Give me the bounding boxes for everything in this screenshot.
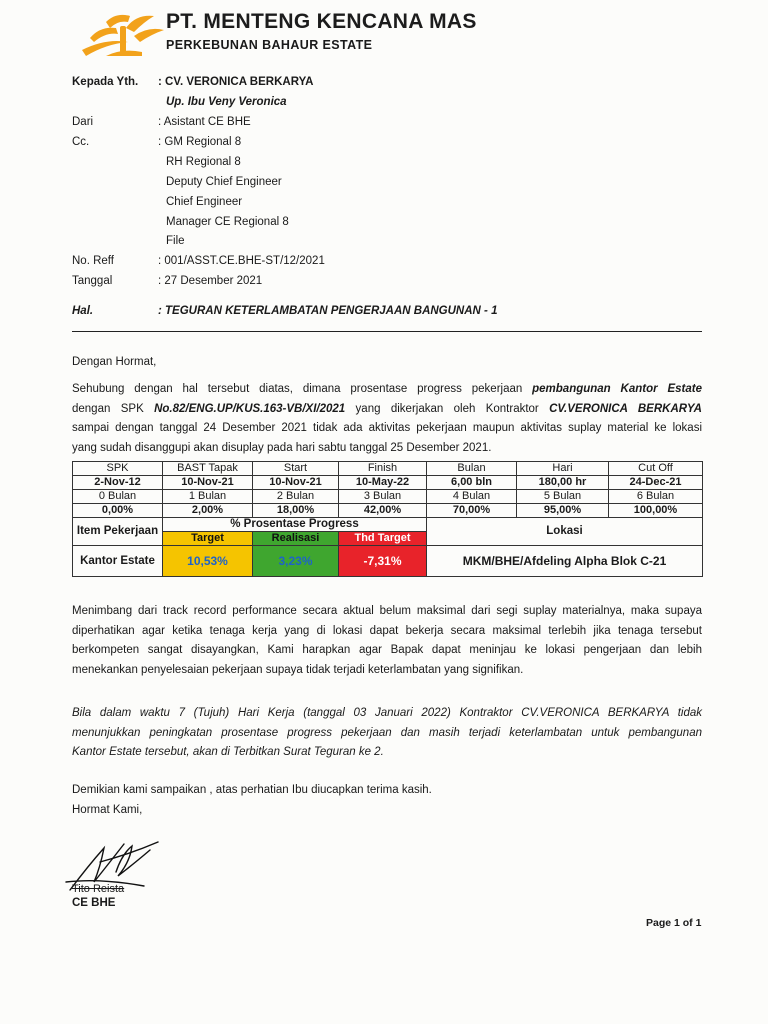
table-cell: 95,00%: [517, 504, 609, 518]
table-cell: 6 Bulan: [609, 490, 703, 504]
text-line: Bila dalam waktu 7 (Tujuh) Hari Kerja (tanggal 03 Januari 2022) Kontraktor CV.VERONICA BERKARYA tidak: [72, 707, 702, 719]
table-cell: 70,00%: [427, 504, 517, 518]
text-line: menunjukkan peningkatan prosentase progress pekerjaan dan masih terjadi keterlambatan untuk pembangunan: [72, 726, 702, 739]
text-line: menekankan penyelesaian pekerjaan supaya tidak terjadi keterlambatan yang signifikan.: [72, 663, 524, 676]
realization-header: Realisasi: [253, 532, 339, 546]
date-label: Tanggal: [72, 275, 113, 287]
signatory-name: Tito Reista: [72, 883, 125, 895]
table-cell: Cut Off: [609, 462, 703, 476]
subject-label: Hal.: [72, 305, 94, 317]
progress-table: [72, 461, 703, 577]
text-line: diperhatikan agar ketika tenaga kerja yang di lokasi dapat bekerja secara maksimal terlebih jika tenaga tersebut: [72, 624, 702, 637]
table-cell: 18,00%: [253, 504, 339, 518]
project-name: pembangunan Kantor Estate: [532, 383, 702, 395]
table-cell: 1 Bulan: [163, 490, 253, 504]
text-line: berkompeten sangat disayangkan, Kami harapkan agar Bapak dapat meninjau ke lokasi pengerjaan dan lebih: [72, 644, 702, 656]
sender-value: : Asistant CE BHE: [158, 116, 251, 128]
item-header: Item Pekerjaan: [73, 518, 163, 546]
table-cell: 10-Nov-21: [163, 476, 253, 490]
table-cell: 0 Bulan: [73, 490, 163, 504]
header-divider: [72, 331, 702, 332]
table-cell: SPK: [73, 462, 163, 476]
table-cell: 2,00%: [163, 504, 253, 518]
table-cell: 0,00%: [73, 504, 163, 518]
estate-name: PERKEBUNAN BAHAUR ESTATE: [166, 38, 373, 52]
reference-value: : 001/ASST.CE.BHE-ST/12/2021: [158, 255, 325, 267]
table-cell: 3 Bulan: [339, 490, 427, 504]
page-number: Page 1 of 1: [646, 917, 702, 929]
cc-item: : GM Regional 8: [158, 136, 242, 148]
regards-text: Hormat Kami,: [72, 804, 143, 816]
signatory-title: CE BHE: [72, 897, 116, 909]
company-name: PT. MENTENG KENCANA MAS: [166, 10, 477, 33]
vs-target-header: Thd Target: [339, 532, 427, 546]
text-run: dengan SPK: [72, 402, 155, 415]
date-value: : 27 Desember 2021: [158, 275, 263, 287]
location-header: Lokasi: [427, 518, 703, 546]
table-cell: Finish: [339, 462, 427, 476]
table-cell: Bulan: [427, 462, 517, 476]
table-row: [73, 462, 703, 476]
table-cell: 100,00%: [609, 504, 703, 518]
table-cell: 6,00 bln: [427, 476, 517, 490]
subject-value: : TEGURAN KETERLAMBATAN PENGERJAAN BANGUNAN - 1: [158, 305, 498, 317]
table-cell: 10-Nov-21: [253, 476, 339, 490]
realization-value: 3,23%: [253, 546, 339, 577]
reference-label: No. Reff: [72, 255, 114, 267]
cc-item: Deputy Chief Engineer: [166, 176, 282, 188]
table-cell: 2-Nov-12: [73, 476, 163, 490]
text-line: sampai dengan tanggal 24 Desember 2021 tidak ada aktivitas pekerjaan maupun aktivitas suplay material ke lokasi: [72, 422, 702, 434]
table-cell: 180,00 hr: [517, 476, 609, 490]
greeting: Dengan Hormat,: [72, 356, 157, 368]
item-value: Kantor Estate: [73, 546, 163, 577]
cc-item: RH Regional 8: [166, 156, 241, 168]
contractor-name: CV.VERONICA BERKARYA: [549, 402, 702, 415]
table-cell: 42,00%: [339, 504, 427, 518]
target-value: 10,53%: [163, 546, 253, 577]
paragraph-warning: [72, 704, 702, 763]
vs-target-value: -7,31%: [339, 546, 427, 577]
table-cell: 24-Dec-21: [609, 476, 703, 490]
attention-value: Up. Ibu Veny Veronica: [166, 96, 287, 108]
company-logo: [76, 8, 166, 64]
paragraph-consideration: [72, 602, 702, 680]
target-header: Target: [163, 532, 253, 546]
cc-item: Manager CE Regional 8: [166, 216, 289, 228]
spk-number: No.82/ENG.UP/KUS.163-VB/XI/2021: [154, 402, 346, 415]
paragraph-intro: [72, 380, 702, 458]
progress-header: % Prosentase Progress: [163, 518, 427, 532]
cc-label: Cc.: [72, 136, 90, 148]
text-line: Menimbang dari track record performance secara aktual belum maksimal dari segi suplay materialnya, maka supaya: [72, 605, 702, 617]
table-cell: BAST Tapak: [163, 462, 253, 476]
cc-item: Chief Engineer: [166, 196, 243, 208]
cc-item: File: [166, 235, 185, 247]
table-row: [73, 476, 703, 490]
table-row: [73, 490, 703, 504]
recipient-value: : CV. VERONICA BERKARYA: [158, 76, 314, 88]
table-row: [73, 546, 703, 577]
table-cell: Hari: [517, 462, 609, 476]
table-cell: 2 Bulan: [253, 490, 339, 504]
closing-text: Demikian kami sampaikan , atas perhatian Ibu diucapkan terima kasih.: [72, 784, 432, 796]
location-value: MKM/BHE/Afdeling Alpha Blok C-21: [427, 546, 703, 577]
table-cell: Start: [253, 462, 339, 476]
table-row: [73, 518, 703, 532]
table-cell: 4 Bulan: [427, 490, 517, 504]
text-line: Kantor Estate tersebut, akan di Terbitkan Surat Teguran ke 2.: [72, 746, 384, 758]
table-cell: 5 Bulan: [517, 490, 609, 504]
text-run: yang dikerjakan oleh Kontraktor: [345, 402, 550, 415]
sender-label: Dari: [72, 116, 94, 128]
table-row: [73, 504, 703, 518]
recipient-label: Kepada Yth.: [72, 76, 139, 88]
table-cell: 10-May-22: [339, 476, 427, 490]
text-run: Sehubung dengan hal tersebut diatas, dimana prosentase progress pekerjaan: [72, 383, 533, 395]
text-line: yang sudah disanggupi akan disuplay pada hari sabtu tanggal 25 Desember 2021.: [72, 441, 492, 454]
